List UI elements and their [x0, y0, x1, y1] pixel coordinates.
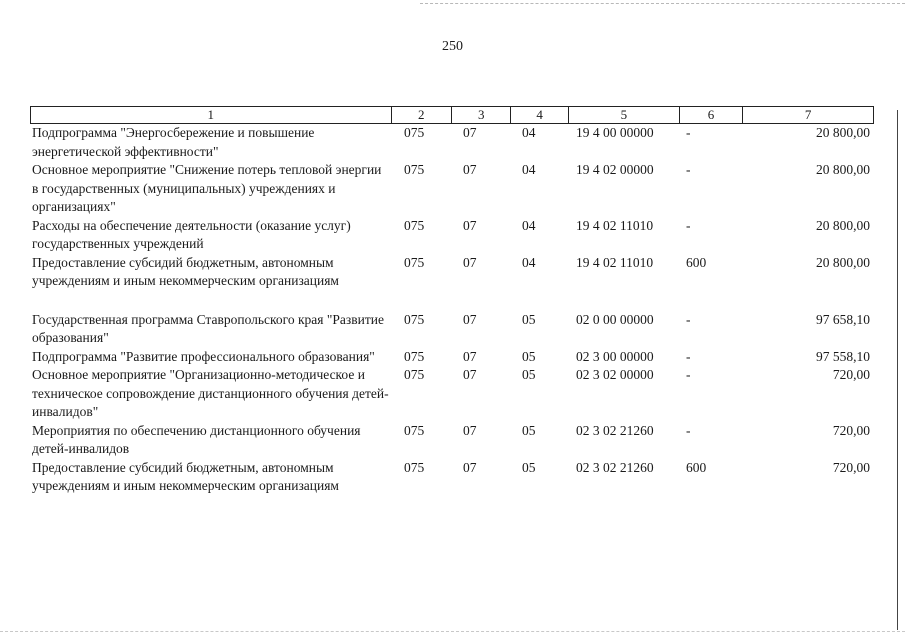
- row-name: Основное мероприятие "Снижение потерь тепловой энергии в государственных (муниципальных) учреждениях и организациях": [32, 162, 382, 214]
- row-subsection-code: 05: [522, 459, 536, 475]
- table-row: [30, 348, 874, 367]
- row-subsection-code: 04: [522, 125, 536, 140]
- row-section-code: 07: [463, 254, 477, 270]
- row-amount: 20 800,00: [816, 254, 870, 270]
- header-cell-2: 2: [391, 107, 451, 123]
- header-cell-5: 5: [568, 107, 679, 123]
- row-target-code: 02 3 02 21260: [576, 422, 654, 438]
- row-expense-type: 600: [686, 254, 707, 270]
- row-section-code: 07: [463, 311, 477, 327]
- row-subsection-code: 05: [522, 367, 536, 382]
- row-name: Подпрограмма "Развитие профессионального образования": [32, 348, 375, 364]
- row-ministry-code: 075: [404, 311, 425, 327]
- row-target-code: 19 4 02 11010: [576, 217, 654, 233]
- row-ministry-code: 075: [404, 254, 425, 270]
- table-row: [30, 422, 874, 459]
- scan-edge-top: [420, 3, 905, 4]
- row-target-code: 02 3 02 21260: [576, 459, 654, 475]
- row-expense-type: -: [686, 162, 691, 177]
- row-target-code: 02 0 00 00000: [576, 311, 654, 327]
- header-cell-4: 4: [510, 107, 567, 123]
- row-amount: 97 558,10: [816, 348, 870, 364]
- table-row: [30, 366, 874, 422]
- row-amount: 720,00: [832, 459, 870, 475]
- row-target-code: 02 3 00 00000: [576, 348, 654, 364]
- row-name: Мероприятия по обеспечению дистанционного обучения детей-инвалидов: [32, 422, 361, 456]
- row-amount: 97 658,10: [816, 311, 870, 327]
- row-expense-type: -: [686, 422, 691, 438]
- row-expense-type: -: [686, 311, 691, 327]
- header-cell-3: 3: [451, 107, 510, 123]
- header-cell-7: 7: [742, 107, 873, 123]
- row-subsection-code: 05: [522, 311, 536, 327]
- budget-table: [30, 106, 874, 496]
- row-section-code: 07: [463, 348, 477, 364]
- page-number: 250: [442, 39, 463, 54]
- row-expense-type: 600: [686, 459, 707, 475]
- row-subsection-code: 04: [522, 162, 536, 177]
- row-ministry-code: 075: [404, 125, 425, 140]
- row-expense-type: -: [686, 125, 691, 140]
- row-subsection-code: 05: [522, 422, 536, 438]
- row-target-code: 19 4 02 00000: [576, 162, 654, 177]
- row-name: Предоставление субсидий бюджетным, автономным учреждениям и иным некоммерческим организациям: [32, 459, 339, 493]
- row-target-code: 19 4 00 00000: [576, 125, 654, 140]
- row-ministry-code: 075: [404, 367, 425, 382]
- header-cell-6: 6: [679, 107, 742, 123]
- header-cell-1: 1: [207, 107, 215, 122]
- row-amount: 20 800,00: [816, 162, 870, 177]
- table-row: [30, 459, 874, 496]
- row-amount: 720,00: [832, 422, 870, 438]
- row-subsection-code: 05: [522, 348, 536, 364]
- row-name: Расходы на обеспечение деятельности (оказание услуг) государственных учреждений: [32, 217, 351, 251]
- row-expense-type: -: [686, 348, 691, 364]
- row-ministry-code: 075: [404, 348, 425, 364]
- row-ministry-code: 075: [404, 422, 425, 438]
- row-ministry-code: 075: [404, 459, 425, 475]
- row-section-code: 07: [463, 162, 477, 177]
- row-ministry-code: 075: [404, 162, 425, 177]
- scan-edge-bottom: [0, 631, 905, 632]
- row-amount: 720,00: [832, 367, 870, 382]
- row-section-code: 07: [463, 459, 477, 475]
- row-amount: 20 800,00: [816, 217, 870, 233]
- row-amount: 20 800,00: [816, 125, 870, 140]
- row-subsection-code: 04: [522, 254, 536, 270]
- row-target-code: 02 3 02 00000: [576, 367, 654, 382]
- row-expense-type: -: [686, 367, 691, 382]
- row-subsection-code: 04: [522, 217, 536, 233]
- scan-edge-right: [897, 110, 898, 630]
- table-header: [30, 106, 874, 124]
- row-ministry-code: 075: [404, 217, 425, 233]
- row-section-code: 07: [463, 217, 477, 233]
- table-row: [30, 217, 874, 254]
- row-name: Предоставление субсидий бюджетным, автономным учреждениям и иным некоммерческим организациям: [32, 254, 339, 288]
- row-name: Государственная программа Ставропольского края "Развитие образования": [32, 311, 384, 345]
- table-row: [30, 254, 874, 291]
- row-section-code: 07: [463, 422, 477, 438]
- row-section-code: 07: [463, 125, 477, 140]
- row-spacer: [30, 291, 874, 311]
- row-target-code: 19 4 02 11010: [576, 254, 654, 270]
- table-row: [30, 124, 874, 161]
- row-name: Подпрограмма "Энергосбережение и повышение энергетической эффективности": [32, 125, 315, 159]
- table-row: [30, 161, 874, 217]
- row-name: Основное мероприятие "Организационно-методическое и техническое сопровождение дистанционного обучения детей-инвалидов": [32, 367, 389, 419]
- row-section-code: 07: [463, 367, 477, 382]
- table-row: [30, 311, 874, 348]
- row-expense-type: -: [686, 217, 691, 233]
